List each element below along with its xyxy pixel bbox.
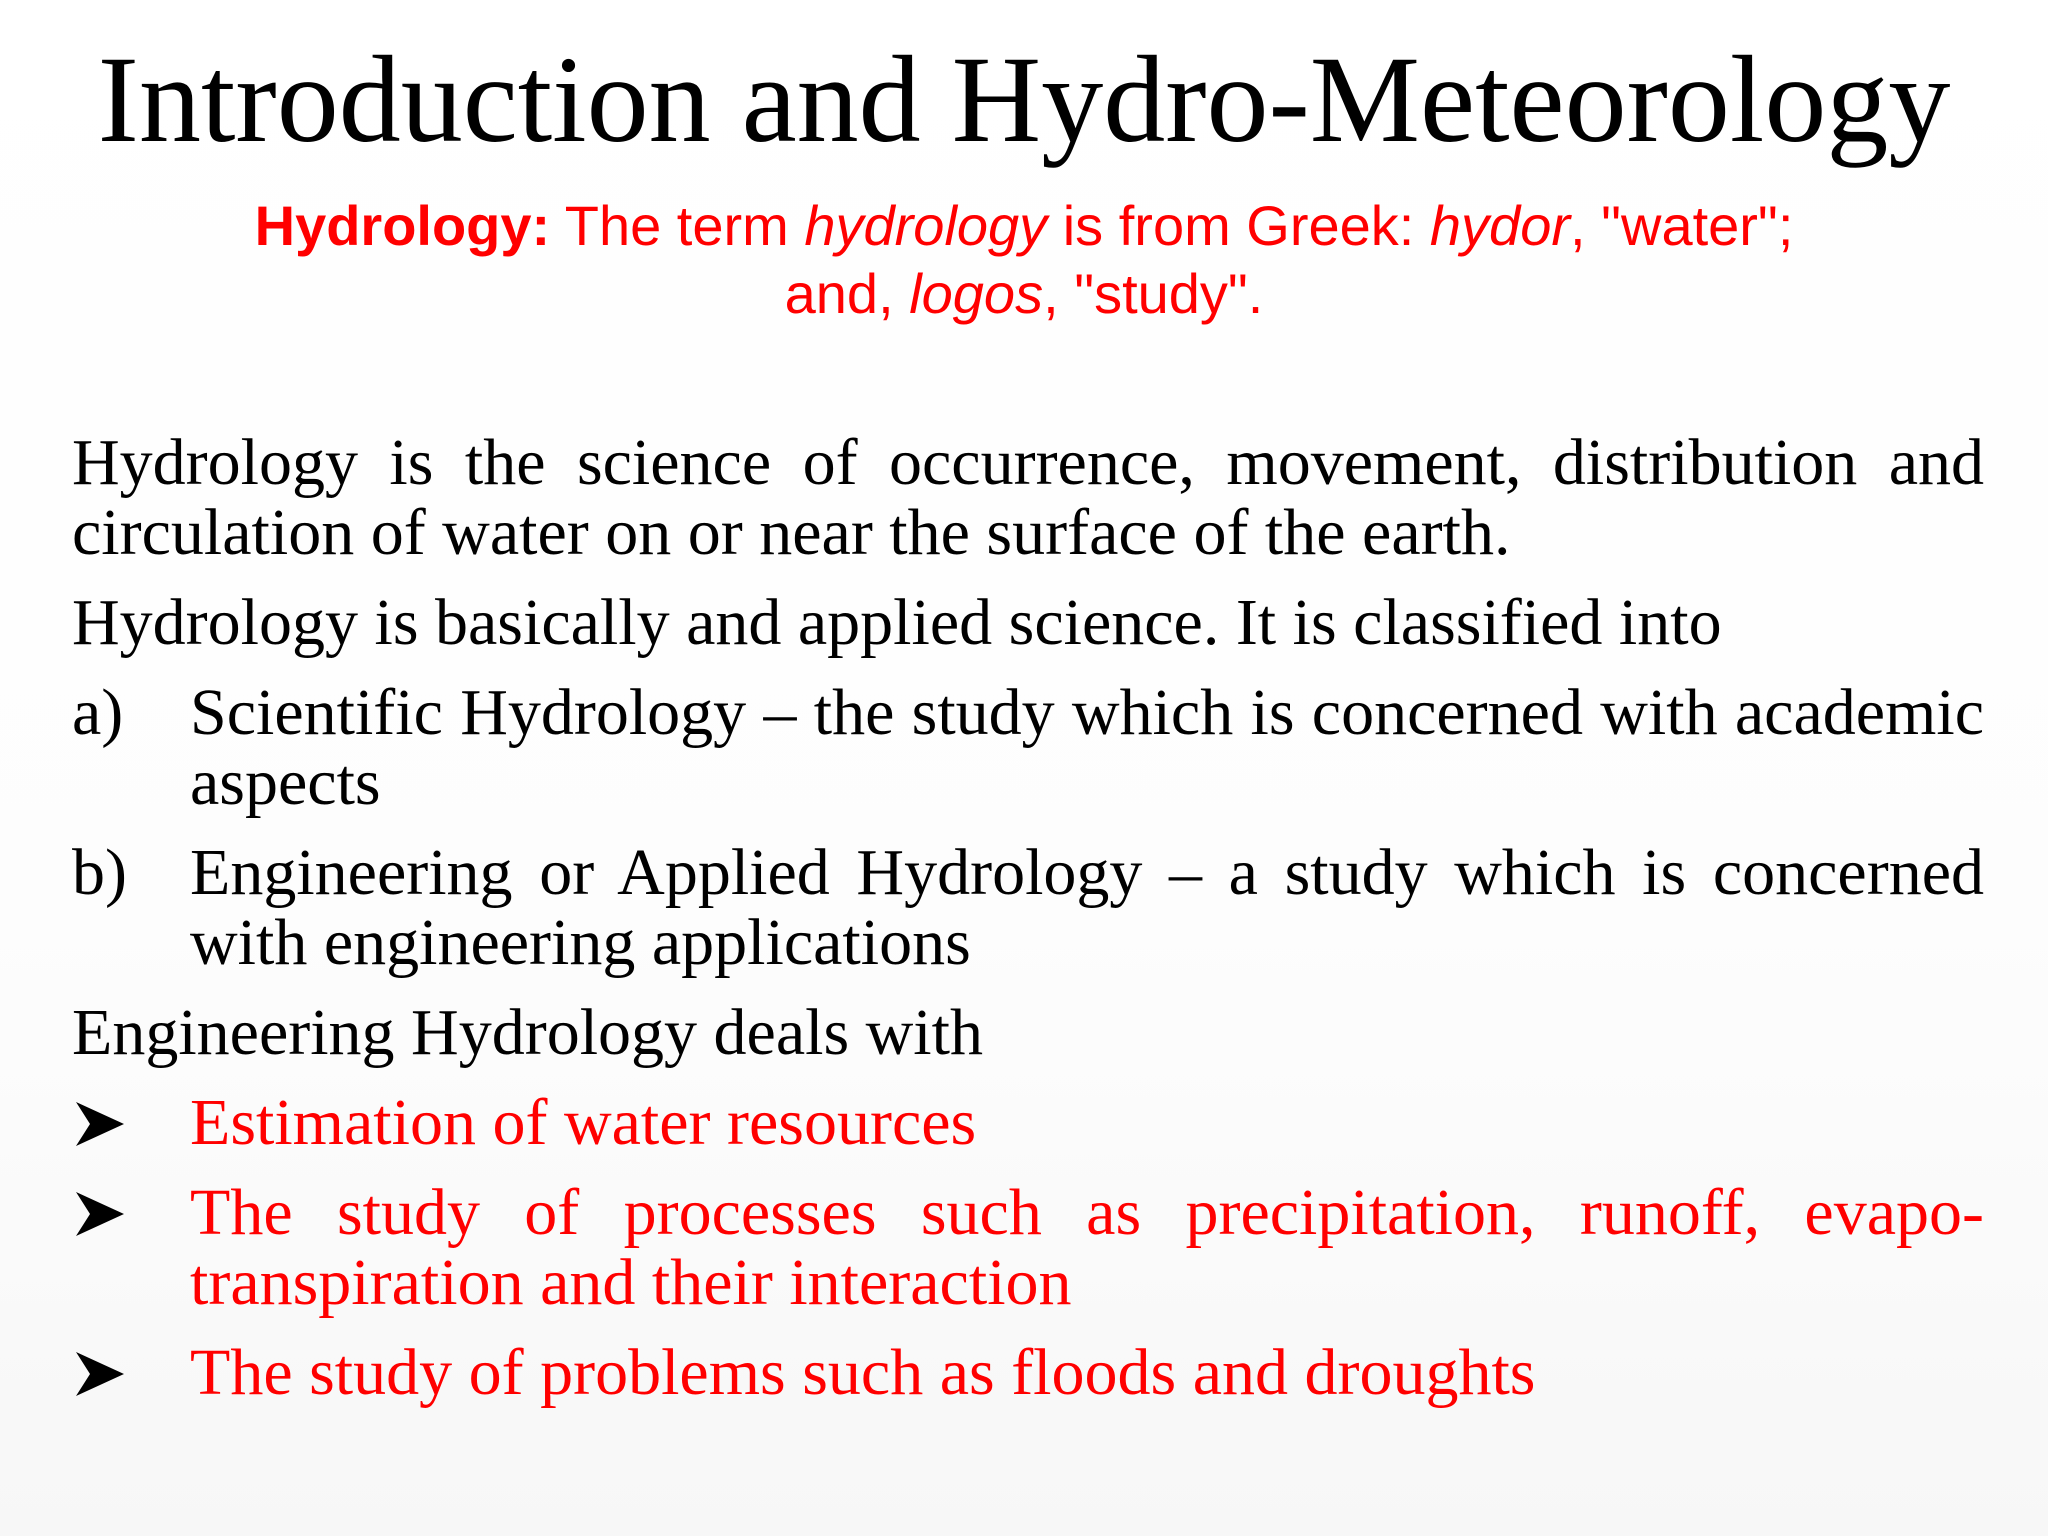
etymology-text-5: , "study". bbox=[1043, 262, 1264, 325]
etymology-text-1: The term bbox=[550, 194, 805, 257]
bullet-item bbox=[72, 1088, 1984, 1158]
definition-paragraph: Hydrology is the science of occurrence, movement, distribution and circulation of water on or near the surface of the earth. bbox=[72, 426, 1984, 569]
arrowhead-bullet-icon bbox=[76, 1192, 124, 1236]
bullet-text: The study of problems such as floods and droughts bbox=[190, 1336, 1536, 1409]
deals-with-paragraph: Engineering Hydrology deals with bbox=[72, 996, 983, 1069]
bullet-text: The study of processes such as precipitation, runoff, evapo-transpiration and their interaction bbox=[190, 1176, 1984, 1319]
etymology-lead: Hydrology: bbox=[254, 194, 551, 257]
etymology-text-3: , "water"; bbox=[1570, 194, 1794, 257]
list-marker-b: b) bbox=[72, 836, 127, 909]
etymology-term-hydrology: hydrology bbox=[804, 194, 1048, 257]
classification-item-text: Scientific Hydrology – the study which is concerned with academic aspects bbox=[190, 676, 1984, 819]
classification-item-a bbox=[72, 678, 1984, 818]
list-marker-a: a) bbox=[72, 676, 124, 749]
etymology-text-4: and, bbox=[784, 262, 910, 325]
arrowhead-bullet-icon bbox=[76, 1102, 124, 1146]
slide-title: Introduction and Hydro-Meteorology bbox=[97, 31, 1951, 168]
etymology-text-2: is from Greek: bbox=[1047, 194, 1430, 257]
etymology-term-hydor: hydor bbox=[1429, 194, 1570, 257]
bullet-text: Estimation of water resources bbox=[190, 1086, 977, 1159]
hydrology-etymology bbox=[140, 192, 1908, 328]
classification-paragraph: Hydrology is basically and applied science. It is classified into bbox=[72, 586, 1722, 659]
bullet-item bbox=[72, 1338, 1984, 1408]
etymology-term-logos: logos bbox=[909, 262, 1044, 325]
bullet-item bbox=[72, 1178, 1984, 1318]
slide-body bbox=[72, 428, 1984, 1428]
classification-item-b bbox=[72, 838, 1984, 978]
classification-item-text: Engineering or Applied Hydrology – a study which is concerned with engineering applications bbox=[190, 836, 1984, 979]
arrowhead-bullet-icon bbox=[76, 1352, 124, 1396]
